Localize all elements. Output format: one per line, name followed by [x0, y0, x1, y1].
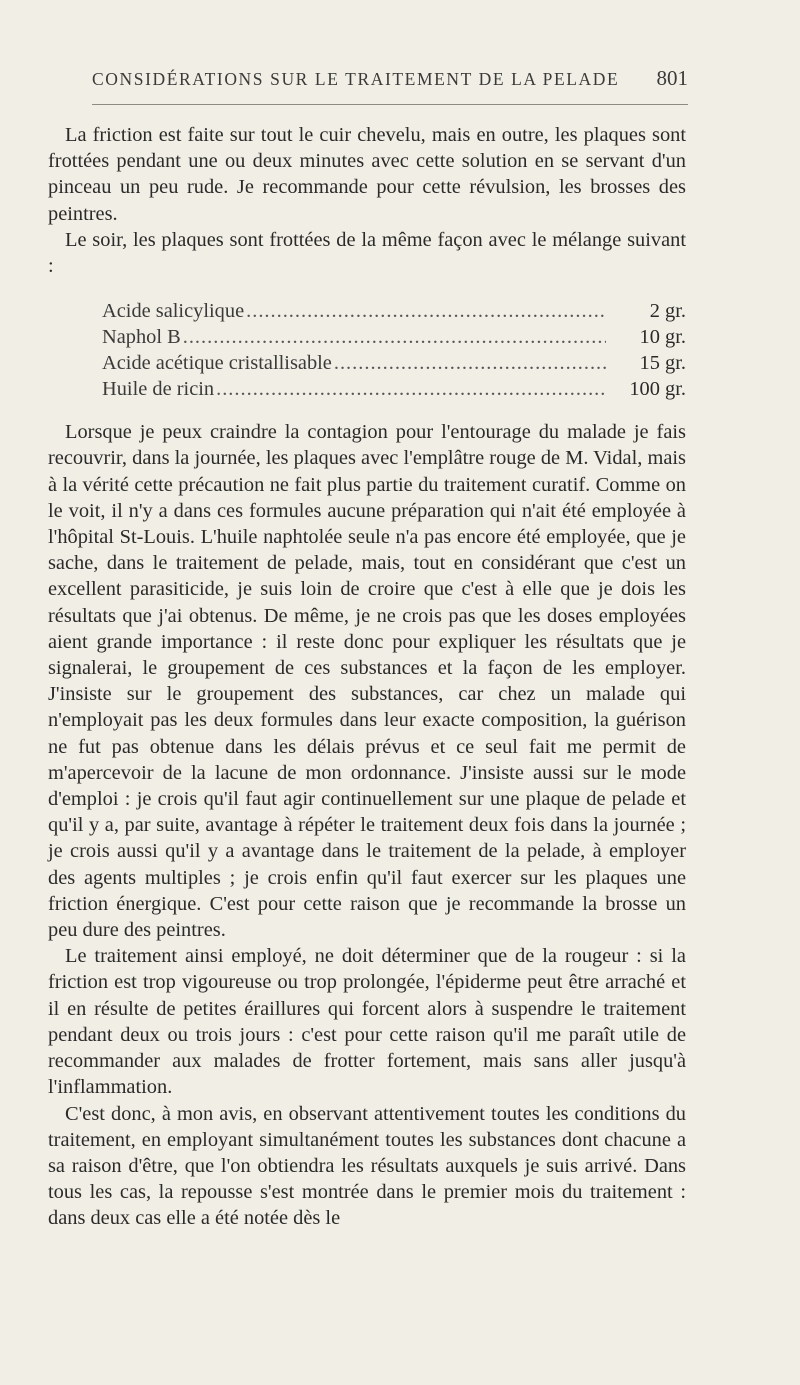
recipe-list: [102, 298, 686, 402]
ingredient-name: Acide acétique cristallisable: [102, 352, 332, 375]
recipe-row: [102, 350, 686, 376]
leader-dots: [216, 376, 606, 402]
paragraph: C'est donc, à mon avis, en observant attentivement toutes les conditions du traitement, en employant simultanément toutes les substances dont chacune a sa raison d'être, que l'on obtiendra les résultats auxquels je suis arrivé. Dans tous les cas, la repousse s'est montrée dans le premier mois du traitement : dans deux cas elle a été notée dès le: [48, 1102, 686, 1230]
ingredient-quantity: 100 gr.: [629, 378, 686, 401]
header-rule: [92, 104, 688, 105]
body-text: [48, 122, 686, 1232]
ingredient-quantity: 15 gr.: [639, 352, 686, 375]
paragraph: Lorsque je peux craindre la contagion pour l'entourage du malade je fais recouvrir, dans la journée, les plaques avec l'emplâtre rouge de M. Vidal, mais à la vérité cette précaution ne fait plus partie du traitement curatif. Comme on le voit, il n'y a dans ces formules aucune préparation qui n'ait été employée à l'hôpital St-Louis. L'huile naphtolée seule n'a pas encore été employée, que je sache, dans le traitement de pelade, mais, tout en considérant que c'est un excellent parasiticide, je suis loin de croire que c'est à elle que je dois les résultats que j'ai obtenus. De même, je ne crois pas que les doses employées aient grande importance : il reste donc pour expliquer les résultats que je signalerai, le groupement de ces substances et la façon de les employer. J'insiste sur le groupement des substances, car chez un malade qui n'employait pas les deux formules dans leur exacte composition, la guérison ne fut pas obtenue dans les délais prévus et ce seul fait me permit de m'apercevoir de la lacune de mon ordonnance. J'insiste aussi sur le mode d'emploi : je crois qu'il faut agir continuellement sur une plaque de pelade et qu'il y a, par suite, avantage à répéter le traitement deux fois dans la journée ; je crois aussi qu'il y a avantage dans le traitement de la pelade, à employer des agents multiples ; je crois enfin qu'il faut exercer sur les plaques une friction énergique. C'est pour cette raison que je recommande la brosse un peu dure des peintres.: [48, 421, 686, 942]
recipe-row: [102, 298, 686, 324]
leader-dots: [246, 298, 606, 324]
ingredient-name: Acide salicylique: [102, 300, 245, 323]
leader-dots: [334, 350, 606, 376]
recipe-row: [102, 324, 686, 350]
ingredient-name: Huile de ricin: [102, 378, 215, 401]
ingredient-quantity: 2 gr.: [649, 300, 686, 323]
leader-dots: [183, 324, 606, 350]
paragraph: Le traitement ainsi employé, ne doit déterminer que de la rougeur : si la friction est trop vigoureuse ou trop prolongée, l'épiderme peut être arraché et il en résulte de petites éraillures qui forcent alors à suspendre le traitement pendant deux ou trois jours : c'est pour cette raison qu'il me paraît utile de recommander aux malades de frotter fortement, mais sans aller jusqu'à l'inflammation.: [48, 945, 686, 1099]
ingredient-quantity: 10 gr.: [639, 326, 686, 349]
paragraph: Le soir, les plaques sont frottées de la même façon avec le mélange suivant :: [48, 228, 686, 278]
running-title: CONSIDÉRATIONS SUR LE TRAITEMENT DE LA PELADE: [92, 69, 620, 89]
ingredient-name: Naphol B: [102, 326, 181, 349]
recipe-row: [102, 376, 686, 402]
running-header: [92, 66, 688, 91]
paragraph: La friction est faite sur tout le cuir chevelu, mais en outre, les plaques sont frottées pendant une ou deux minutes avec cette solution en se servant d'un pinceau un peu rude. Je recommande pour cette révulsion, les brosses des peintres.: [48, 124, 686, 225]
page-number: 801: [656, 66, 688, 90]
